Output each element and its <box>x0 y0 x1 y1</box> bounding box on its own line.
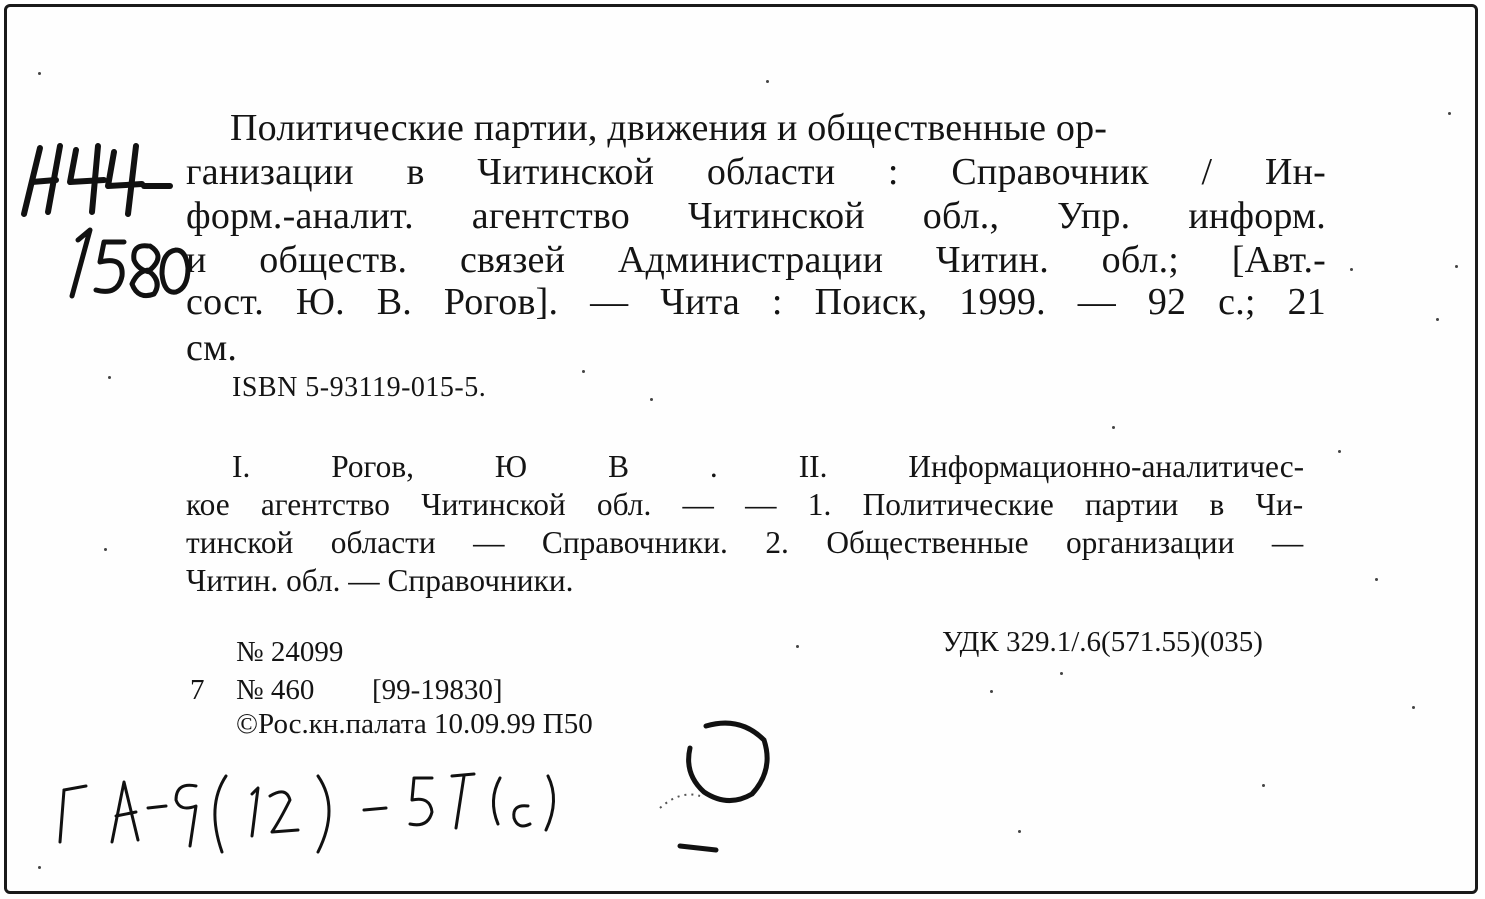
description-line: сост. Ю. В. Рогов]. — Чита : Поиск, 1999. — 92 с.; 21 <box>186 281 1326 323</box>
description-line: ганизации в Читинской области : Справочник / Ин- <box>186 151 1326 193</box>
description-line: Политические партии, движения и общественные ор- <box>230 107 1108 149</box>
isbn: ISBN 5-93119-015-5. <box>232 372 487 403</box>
printing-code: [99-19830] <box>372 674 503 706</box>
record-number: № 24099 <box>236 636 344 668</box>
description-line: см. <box>186 327 238 369</box>
tracing-line: I. Рогов, Ю В . II. Информационно-аналитичес- <box>232 448 1305 484</box>
description-line: и обществ. связей Администрации Читин. обл.; [Авт.- <box>186 239 1326 281</box>
shelf-mark-number <box>72 230 188 296</box>
library-stamp-mark <box>680 723 767 850</box>
tracing-line: тинской области — Справочники. 2. Общественные организации — <box>186 524 1304 560</box>
bottom-handwritten-code <box>60 774 554 852</box>
book-chamber-line: ©Рос.кн.палата 10.09.99 П50 <box>236 708 593 740</box>
printing-prefix: 7 <box>190 674 205 706</box>
description-line: форм.-аналит. агентство Читинской обл., Упр. информ. <box>186 195 1326 237</box>
tracing-line: кое агентство Читинской обл. — — 1. Политические партии в Чи- <box>186 486 1304 522</box>
printing-number: № 460 <box>236 674 315 706</box>
shelf-mark-top <box>24 146 170 214</box>
tracing-line: Читин. обл. — Справочники. <box>186 562 574 598</box>
udc-code: УДК 329.1/.6(571.55)(035) <box>942 626 1263 658</box>
